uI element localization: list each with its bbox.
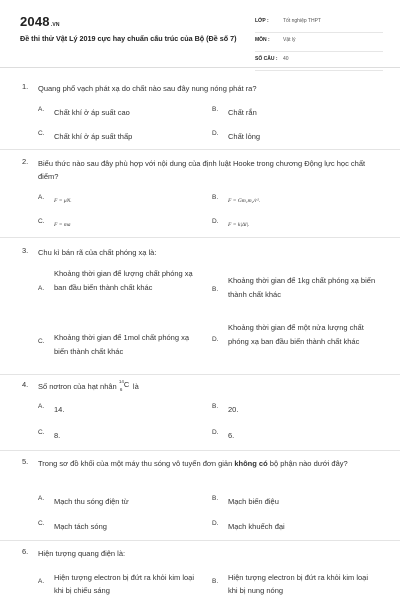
- question-divider: [0, 450, 400, 451]
- question-text-after: là: [130, 382, 139, 391]
- option-letter: A.: [38, 194, 45, 201]
- document-header: [0, 0, 400, 66]
- option-b[interactable]: [212, 571, 377, 599]
- option-text: 14.: [54, 405, 65, 414]
- question-text: [38, 380, 368, 393]
- question-text: Hiện tượng quang điện là:: [38, 549, 126, 558]
- option-letter: A.: [38, 495, 45, 502]
- option-letter: D.: [212, 520, 219, 527]
- option-text: Chất khí ở áp suất cao: [54, 108, 130, 117]
- option-text: Hiện tượng electron bị đứt ra khỏi kim loại khi bị nung nóng: [228, 573, 369, 595]
- question-number: 2.: [22, 157, 29, 166]
- option-text: Mạch biến điệu: [228, 497, 279, 506]
- option-text: Mạch khuếch đại: [228, 522, 285, 531]
- document-title: Đề thi thử Vật Lý 2019 cực hay chuẩn cấu trúc của Bộ (Đề số 7): [20, 34, 237, 43]
- option-letter: D.: [212, 218, 219, 225]
- question-text: Quang phổ vạch phát xạ do chất nào sau đây nung nóng phát ra?: [38, 84, 257, 93]
- option-c[interactable]: [38, 331, 200, 365]
- option-d[interactable]: [212, 321, 377, 369]
- option-text: Hiện tượng electron bị đứt ra khỏi kim loại khi bị chiếu sáng: [54, 573, 195, 595]
- meta-label: LỚP :: [255, 18, 269, 24]
- option-letter: A.: [38, 106, 45, 113]
- question-number: 6.: [22, 547, 29, 556]
- option-letter: B.: [212, 578, 219, 585]
- isotope-mass-number: 14: [118, 379, 124, 384]
- option-text: 8.: [54, 431, 61, 440]
- option-letter: D.: [212, 429, 219, 436]
- option-formula: F = k|Δl|.: [228, 222, 250, 228]
- option-letter: C.: [38, 520, 45, 527]
- question-divider: [0, 149, 400, 150]
- option-letter: B.: [212, 106, 219, 113]
- option-letter: D.: [212, 336, 219, 343]
- option-letter: D.: [212, 130, 219, 137]
- option-text: Chất khí ở áp suất thấp: [54, 132, 133, 141]
- question-text-before: Trong sơ đồ khối của một máy thu sóng vô tuyến đơn giản: [38, 459, 235, 468]
- option-text: 6.: [228, 431, 235, 440]
- question-text-before: Số nơtron của hạt nhân: [38, 382, 119, 391]
- option-letter: B.: [212, 495, 219, 502]
- option-text: Chất lỏng: [228, 132, 261, 141]
- meta-value: Vật lý: [283, 37, 296, 43]
- option-text: Mạch thu sóng điện từ: [54, 497, 129, 506]
- option-letter: C.: [38, 218, 45, 225]
- option-formula: F = Gm₁m₂/r².: [228, 198, 261, 204]
- meta-value: 40: [283, 56, 289, 62]
- question-text-emphasis: không có: [234, 459, 268, 468]
- question-divider: [0, 540, 400, 541]
- question-number: 4.: [22, 380, 29, 389]
- meta-subject: [255, 35, 383, 52]
- option-letter: A.: [38, 403, 45, 410]
- option-letter: A.: [38, 578, 45, 585]
- option-formula: F = ma: [54, 222, 71, 228]
- isotope-notation: [119, 380, 131, 390]
- option-text: Khoảng thời gian để 1mol chất phóng xạ biến thành chất khác: [54, 333, 190, 356]
- document-meta: [255, 16, 383, 73]
- meta-label: MÔN :: [255, 37, 270, 43]
- isotope-atomic-number: 6: [119, 387, 123, 392]
- option-text: Khoảng thời gian để một nửa lượng chất phóng xạ ban đầu biến thành chất khác: [228, 323, 364, 346]
- option-a[interactable]: [38, 267, 200, 315]
- question-number: 5.: [22, 457, 29, 466]
- option-a[interactable]: [38, 571, 200, 599]
- option-letter: B.: [212, 286, 219, 293]
- question-text: Biểu thức nào sau đây phù hợp với nội dung của định luật Hooke trong chương Động lực học chất điểm?: [38, 159, 366, 181]
- meta-value: Tốt nghiệp THPT: [283, 18, 321, 24]
- question-number: 1.: [22, 82, 29, 91]
- header-divider: [0, 67, 400, 68]
- logo-sub: .VN: [50, 22, 60, 28]
- option-letter: B.: [212, 403, 219, 410]
- option-formula: F = μN.: [54, 198, 72, 204]
- option-letter: B.: [212, 194, 219, 201]
- option-text: Khoảng thời gian để lượng chất phóng xạ ban đầu biến thành chất khác: [54, 269, 193, 292]
- question-divider: [0, 237, 400, 238]
- site-logo[interactable]: [20, 14, 60, 29]
- meta-class: [255, 16, 383, 33]
- logo-main: 2048: [20, 14, 50, 29]
- question-number: 3.: [22, 246, 29, 255]
- option-text: Chất rắn: [228, 108, 257, 117]
- option-b[interactable]: [212, 274, 377, 308]
- question-text: [38, 457, 368, 470]
- option-text: Mạch tách sóng: [54, 522, 107, 531]
- question-text-after: bộ phận nào dưới đây?: [267, 459, 348, 468]
- option-letter: C.: [38, 429, 45, 436]
- meta-count: [255, 54, 383, 71]
- option-letter: A.: [38, 285, 45, 292]
- question-text: Chu kì bán rã của chất phóng xạ là:: [38, 248, 157, 257]
- option-text: Khoảng thời gian để 1kg chất phóng xạ biến thành chất khác: [228, 276, 376, 299]
- question-divider: [0, 374, 400, 375]
- option-text: 20.: [228, 405, 239, 414]
- isotope-symbol: C: [123, 380, 130, 389]
- option-letter: C.: [38, 130, 45, 137]
- option-letter: C.: [38, 338, 45, 345]
- meta-label: SỐ CÂU :: [255, 56, 278, 62]
